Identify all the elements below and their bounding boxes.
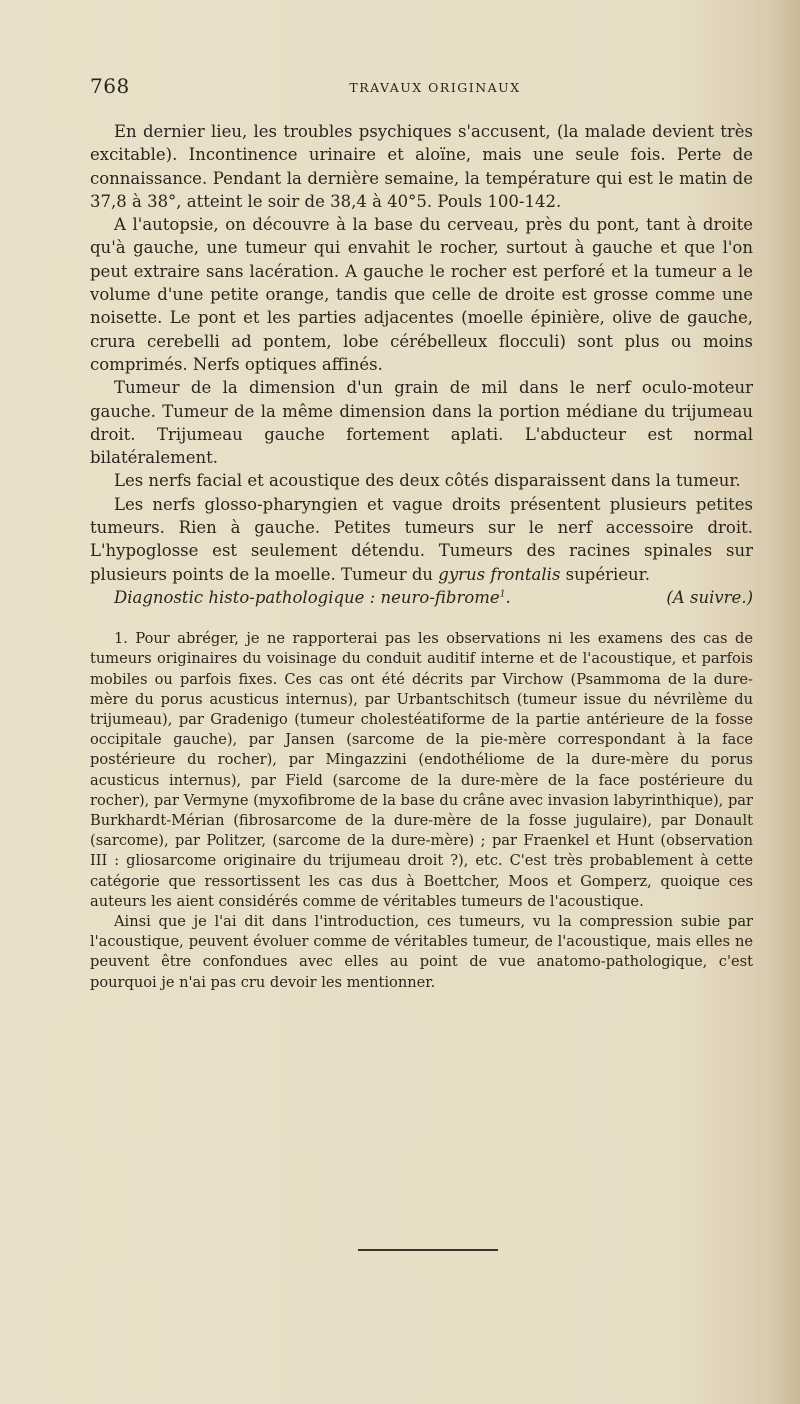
footnote-ref: 1 [499, 589, 506, 600]
paragraph-tumeur-oculo-moteur: Tumeur de la dimension d'un grain de mil dans le nerf oculo-moteur gauche. Tumeur de la même dimension dans la portion médiane du trijumeau droit. Trijumeau gauche fortement aplati. L'abducteur est normal bilatéralement. [90, 378, 753, 468]
footnotes [90, 629, 753, 993]
paragraph-autopsy: A l'autopsie, on découvre à la base du cerveau, près du pont, tant à droite qu'à gauche, une tumeur qui envahit le rocher, surtout à gauche et que l'on peut extraire sans lacération. A gauche le rocher est perforé et la tumeur a le volume d'une petite orange, tandis que celle de droite est grosse comme une noisette. Le pont et les parties adjacentes (moelle épinière, olive de gauche, crura cerebelli ad pontem, lobe cérébelleux flocculi) sont plus ou moins comprimés. Nerfs optiques affinés. [90, 215, 753, 374]
diagnosis-label: Diagnostic histo-pathologique : neuro-fibrome$^1$. [114, 587, 511, 607]
page-number: 768 [90, 74, 130, 98]
continued-mark: (A suivre.) [666, 587, 753, 607]
main-text [90, 120, 753, 993]
paragraph-text: Les nerfs glosso-pharyngien et vague droits présentent plusieurs petites tumeurs. Rien à gauche. Petites tumeurs sur le nerf accessoire droit. L'hypoglosse est seulement détendu. Tumeurs des racines spinales sur plusieurs points de la moelle. Tumeur du [90, 494, 753, 584]
footnote-continuation: Ainsi que je l'ai dit dans l'introduction, ces tumeurs, vu la compression subie par l'acoustique, peuvent évoluer comme de véritables tumeur, de l'acoustique, mais elles ne peuvent être confondues avec elles au point de vue anatomo-pathologique, c'est pourquoi je n'ai pas cru devoir les mentionner. [90, 913, 753, 991]
end-rule [358, 1249, 498, 1251]
paragraph-facial-acoustique: Les nerfs facial et acoustique des deux côtés disparaissent dans la tumeur. [114, 471, 741, 491]
page-header [90, 74, 780, 104]
running-head: TRAVAUX ORIGINAUX [349, 80, 521, 95]
diagnosis-line [90, 586, 753, 609]
latin-term: gyrus frontalis [438, 564, 561, 584]
paragraph-tail: supérieur. [560, 564, 650, 584]
paragraph-symptoms: En dernier lieu, les troubles psychiques s'accusent, (la malade devient très excitable). Incontinence urinaire et aloïne, mais une seule fois. Perte de connaissance. Pendant la dernière semaine, la température qui est le matin de 37,8 à 38°, atteint le soir de 38,4 à 40°5. Pouls 100-142. [90, 122, 753, 211]
paragraph-glosso-pharyngien [90, 493, 753, 586]
footnote-1: 1. Pour abréger, je ne rapporterai pas les observations ni les examens des cas de tumeurs originaires du voisinage du conduit auditif interne et de l'acoustique, et parfois mobiles ou parfois fixes. Ces cas ont été décrits par Virchow (Psammoma de la dure-mère du porus acusticus internus), par Urbantschitsch (tumeur issue du névrilème du trijumeau), par Gradenigo (tumeur cholestéatiforme de la partie antérieure de la fosse occipitale gauche), par Jansen (sarcome de la pie-mère correspondant à la face postérieure du rocher), par Mingazzini (endothéliome de la dure-mère du porus acusticus internus), par Field (sarcome de la dure-mère de la face postérieure du rocher), par Vermyne (myxofibrome de la base du crâne avec invasion labyrinthique), par Burkhardt-Mérian (fibrosarcome de la dure-mère de la fosse jugulaire), par Donault (sarcome), par Politzer, (sarcome de la dure-mère) ; par Fraenkel et Hunt (observation III : gliosarcome originaire du trijumeau droit ?), etc. C'est très probablement à cette catégorie que ressortissent les cas dus à Boettcher, Moos et Gomperz, quoique ces auteurs les aient considérés comme de véritables tumeurs de l'acoustique. [90, 630, 753, 910]
